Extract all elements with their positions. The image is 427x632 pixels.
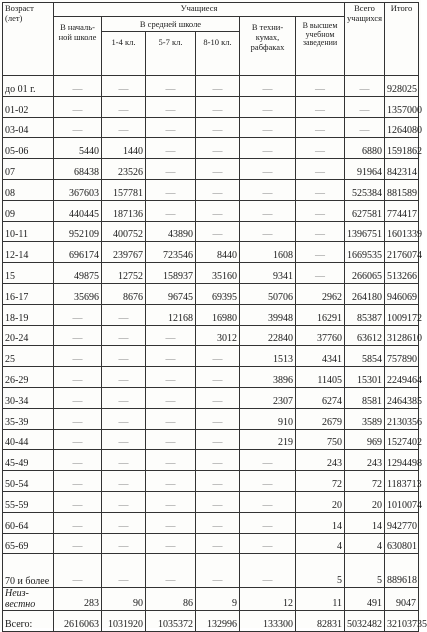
table-cell: — <box>240 76 296 97</box>
table-cell: 3012 <box>196 325 240 346</box>
table-cell: 12168 <box>146 304 196 325</box>
table-row <box>3 304 419 325</box>
table-cell: 243 <box>345 450 385 471</box>
table-cell: 23526 <box>102 159 146 180</box>
table-row <box>3 221 419 242</box>
table-cell: 1009172 <box>385 304 419 325</box>
table-cell: 5032482 <box>345 611 385 632</box>
table-row <box>3 611 419 632</box>
table-cell: 39948 <box>240 304 296 325</box>
table-cell: — <box>196 200 240 221</box>
table-cell: — <box>146 408 196 429</box>
table-cell: 96745 <box>146 283 196 304</box>
table-cell: 1440 <box>102 138 146 159</box>
table-cell: 20 <box>296 491 345 512</box>
table-cell: 367603 <box>54 179 102 200</box>
table-cell: 22840 <box>240 325 296 346</box>
table-cell: — <box>102 450 146 471</box>
table-cell: 5 <box>345 554 385 588</box>
table-cell: 723546 <box>146 242 196 263</box>
table-cell: — <box>102 512 146 533</box>
table-row <box>3 387 419 408</box>
table-cell: 72 <box>296 471 345 492</box>
table-cell: 1294498 <box>385 450 419 471</box>
table-cell: — <box>196 117 240 138</box>
table-cell: 9 <box>196 588 240 611</box>
table-cell: 132996 <box>196 611 240 632</box>
table-cell: — <box>146 96 196 117</box>
table-cell: 1031920 <box>102 611 146 632</box>
table-cell: 525384 <box>345 179 385 200</box>
table-cell: — <box>296 221 345 242</box>
table-cell: 1035372 <box>146 611 196 632</box>
table-cell: — <box>240 221 296 242</box>
table-cell: — <box>54 387 102 408</box>
table-cell: — <box>196 179 240 200</box>
table-cell: 696174 <box>54 242 102 263</box>
table-cell: — <box>196 491 240 512</box>
table-cell: — <box>54 429 102 450</box>
table-cell: — <box>146 325 196 346</box>
table-cell: — <box>146 159 196 180</box>
table-cell: — <box>146 512 196 533</box>
table-cell: — <box>146 554 196 588</box>
table-cell: 239767 <box>102 242 146 263</box>
table-row <box>3 450 419 471</box>
table-cell: 72 <box>345 471 385 492</box>
table-cell: 2307 <box>240 387 296 408</box>
table-cell: 6880 <box>345 138 385 159</box>
table-cell: 5854 <box>345 346 385 367</box>
table-row <box>3 179 419 200</box>
table-cell: 14 <box>345 512 385 533</box>
table-cell: — <box>240 554 296 588</box>
header-grades-8-10: 8-10 кл. <box>196 32 240 76</box>
table-cell: — <box>146 450 196 471</box>
table-cell: 1591862 <box>385 138 419 159</box>
table-cell: 37760 <box>296 325 345 346</box>
header-primary-school: В началь-ной школе <box>54 17 102 76</box>
row-age-label: 20-24 <box>3 325 54 346</box>
table-cell: 14 <box>296 512 345 533</box>
row-age-label: 01-02 <box>3 96 54 117</box>
table-cell: — <box>296 200 345 221</box>
table-cell: — <box>196 512 240 533</box>
table-row <box>3 533 419 554</box>
table-cell: — <box>54 325 102 346</box>
table-cell: — <box>146 491 196 512</box>
table-cell: 16291 <box>296 304 345 325</box>
table-cell: 513266 <box>385 263 419 284</box>
table-cell: — <box>146 367 196 388</box>
table-body <box>3 76 427 632</box>
table-cell: — <box>54 96 102 117</box>
table-cell: — <box>54 554 102 588</box>
table-cell: — <box>54 512 102 533</box>
table-cell: 928025 <box>385 76 419 97</box>
row-age-label: 09 <box>3 200 54 221</box>
table-row <box>3 200 419 221</box>
row-age-label: 16-17 <box>3 283 54 304</box>
table-cell: 757890 <box>385 346 419 367</box>
row-age-label: 03-04 <box>3 117 54 138</box>
table-cell: 12 <box>240 588 296 611</box>
table-cell: — <box>240 96 296 117</box>
table-cell: 491 <box>345 588 385 611</box>
table-cell: — <box>240 533 296 554</box>
table-cell: — <box>240 159 296 180</box>
table-cell: — <box>240 138 296 159</box>
table-cell: 8676 <box>102 283 146 304</box>
header-secondary-school: В средней школе <box>102 17 240 32</box>
table-cell: 35160 <box>196 263 240 284</box>
table-cell: 11405 <box>296 367 345 388</box>
table-cell: 82831 <box>296 611 345 632</box>
table-cell: — <box>196 471 240 492</box>
table-row <box>3 242 419 263</box>
row-age-label: 30-34 <box>3 387 54 408</box>
row-age-label: 26-29 <box>3 367 54 388</box>
table-cell: — <box>196 450 240 471</box>
header-grades-5-7: 5-7 кл. <box>146 32 196 76</box>
table-cell: — <box>345 76 385 97</box>
table-cell: — <box>54 533 102 554</box>
table-cell: — <box>296 179 345 200</box>
table-cell: — <box>296 242 345 263</box>
table-cell: 266065 <box>345 263 385 284</box>
table-cell: — <box>102 554 146 588</box>
row-age-label: 60-64 <box>3 512 54 533</box>
table-cell: 1601339 <box>385 221 419 242</box>
table-cell: — <box>196 429 240 450</box>
table-cell: — <box>196 96 240 117</box>
table-cell: — <box>54 367 102 388</box>
row-age-label: 07 <box>3 159 54 180</box>
table-cell: — <box>102 346 146 367</box>
table-cell: — <box>146 138 196 159</box>
table-cell: 889618 <box>385 554 419 588</box>
row-age-label: Всего: <box>3 611 54 632</box>
table-cell: 2616063 <box>54 611 102 632</box>
row-age-label: Неиз-вестно <box>3 588 54 611</box>
table-row <box>3 588 419 611</box>
table-row <box>3 76 419 97</box>
table-cell: 4341 <box>296 346 345 367</box>
table-cell: 243 <box>296 450 345 471</box>
student-age-table <box>2 2 427 632</box>
table-row <box>3 283 419 304</box>
table-cell: — <box>54 408 102 429</box>
table-cell: — <box>240 450 296 471</box>
table-cell: 158937 <box>146 263 196 284</box>
table-cell: 842314 <box>385 159 419 180</box>
table-cell: — <box>102 387 146 408</box>
table-cell: — <box>240 200 296 221</box>
table-cell: 11 <box>296 588 345 611</box>
table-row <box>3 138 419 159</box>
header-students: Учащиеся <box>54 3 345 17</box>
table-cell: 1357000 <box>385 96 419 117</box>
table-cell: 9341 <box>240 263 296 284</box>
table-cell: — <box>102 533 146 554</box>
table-cell: 86 <box>146 588 196 611</box>
row-age-label: 65-69 <box>3 533 54 554</box>
table-cell: — <box>54 76 102 97</box>
table-cell: 910 <box>240 408 296 429</box>
table-cell: — <box>196 76 240 97</box>
table-cell: 50706 <box>240 283 296 304</box>
table-cell: — <box>102 117 146 138</box>
table-cell: 12752 <box>102 263 146 284</box>
row-age-label: 05-06 <box>3 138 54 159</box>
table-row <box>3 159 419 180</box>
table-cell: — <box>54 471 102 492</box>
table-cell: — <box>240 512 296 533</box>
table-cell: 68438 <box>54 159 102 180</box>
table-cell: — <box>146 200 196 221</box>
table-cell: — <box>296 263 345 284</box>
table-row <box>3 429 419 450</box>
table-cell: 8440 <box>196 242 240 263</box>
table-cell: 3896 <box>240 367 296 388</box>
table-cell: — <box>146 429 196 450</box>
table-cell: — <box>240 117 296 138</box>
table-cell: 91964 <box>345 159 385 180</box>
table-cell: — <box>146 471 196 492</box>
table-cell: 1527402 <box>385 429 419 450</box>
table-cell: 4 <box>345 533 385 554</box>
table-cell: 952109 <box>54 221 102 242</box>
table-cell: 16980 <box>196 304 240 325</box>
table-cell: 3589 <box>345 408 385 429</box>
table-row <box>3 512 419 533</box>
table-cell: — <box>146 346 196 367</box>
table-cell: — <box>146 387 196 408</box>
table-cell: — <box>240 471 296 492</box>
table-cell: — <box>196 408 240 429</box>
table-cell: — <box>345 96 385 117</box>
header-total-students: Всего учащихся <box>345 3 385 76</box>
table-cell: — <box>296 117 345 138</box>
table-cell: — <box>146 179 196 200</box>
table-cell: — <box>196 367 240 388</box>
table-row <box>3 263 419 284</box>
table-cell: 69395 <box>196 283 240 304</box>
table-cell: 440445 <box>54 200 102 221</box>
table-cell: 20 <box>345 491 385 512</box>
row-age-label: 35-39 <box>3 408 54 429</box>
table-row <box>3 554 419 588</box>
table-row <box>3 491 419 512</box>
table-row <box>3 325 419 346</box>
table-cell: 1513 <box>240 346 296 367</box>
table-cell: 85387 <box>345 304 385 325</box>
table-row <box>3 471 419 492</box>
table-cell: — <box>240 491 296 512</box>
table-cell: — <box>102 304 146 325</box>
table-row <box>3 117 419 138</box>
row-age-label: 25 <box>3 346 54 367</box>
table-cell: 627581 <box>345 200 385 221</box>
row-age-label: 45-49 <box>3 450 54 471</box>
table-cell: 283 <box>54 588 102 611</box>
table-cell: 9047 <box>385 588 419 611</box>
table-cell: 2176074 <box>385 242 419 263</box>
table-cell: — <box>54 304 102 325</box>
row-age-label: 70 и более <box>3 554 54 588</box>
table-cell: 969 <box>345 429 385 450</box>
table-cell: — <box>102 76 146 97</box>
table-cell: — <box>196 533 240 554</box>
table-cell: 1608 <box>240 242 296 263</box>
table-cell: 942770 <box>385 512 419 533</box>
table-row <box>3 367 419 388</box>
table-cell: — <box>296 96 345 117</box>
table-cell: 2679 <box>296 408 345 429</box>
table-cell: — <box>54 450 102 471</box>
table-cell: 5440 <box>54 138 102 159</box>
table-cell: — <box>102 96 146 117</box>
table-cell: 2962 <box>296 283 345 304</box>
table-cell: — <box>240 179 296 200</box>
table-cell: — <box>296 159 345 180</box>
table-cell: 1010074 <box>385 491 419 512</box>
table-cell: 133300 <box>240 611 296 632</box>
table-cell: 750 <box>296 429 345 450</box>
table-cell: — <box>102 429 146 450</box>
table-row <box>3 96 419 117</box>
table-cell: 187136 <box>102 200 146 221</box>
table-cell: — <box>196 138 240 159</box>
table-cell: 1669535 <box>345 242 385 263</box>
table-cell: 157781 <box>102 179 146 200</box>
table-cell: 630801 <box>385 533 419 554</box>
table-cell: — <box>146 76 196 97</box>
table-cell: — <box>196 554 240 588</box>
table-cell: — <box>102 325 146 346</box>
table-cell: 2464385 <box>385 387 419 408</box>
table-cell: 881589 <box>385 179 419 200</box>
header-total: Итого <box>385 3 419 76</box>
table-cell: 2249464 <box>385 367 419 388</box>
table-cell: — <box>54 491 102 512</box>
table-cell: 90 <box>102 588 146 611</box>
table-cell: 63612 <box>345 325 385 346</box>
table-cell: — <box>102 367 146 388</box>
row-age-label: 08 <box>3 179 54 200</box>
table-cell: — <box>196 346 240 367</box>
table-cell: 6274 <box>296 387 345 408</box>
table-cell: — <box>102 471 146 492</box>
header-age: Возраст (лет) <box>3 3 54 76</box>
table-cell: 1183713 <box>385 471 419 492</box>
row-age-label: 10-11 <box>3 221 54 242</box>
table-cell: 946069 <box>385 283 419 304</box>
row-age-label: 18-19 <box>3 304 54 325</box>
table-cell: — <box>54 346 102 367</box>
table-cell: — <box>345 117 385 138</box>
table-cell: 1264080 <box>385 117 419 138</box>
table-cell: 4 <box>296 533 345 554</box>
table-cell: 49875 <box>54 263 102 284</box>
row-age-label: 55-59 <box>3 491 54 512</box>
table-cell: — <box>196 159 240 180</box>
table-cell: — <box>54 117 102 138</box>
table-cell: 264180 <box>345 283 385 304</box>
table-cell: — <box>296 138 345 159</box>
row-age-label: 40-44 <box>3 429 54 450</box>
table-cell: — <box>296 76 345 97</box>
table-cell: — <box>102 491 146 512</box>
table-cell: — <box>102 408 146 429</box>
table-cell: 400752 <box>102 221 146 242</box>
table-cell: 5 <box>296 554 345 588</box>
row-age-label: 12-14 <box>3 242 54 263</box>
table-cell: — <box>196 387 240 408</box>
table-cell: — <box>146 533 196 554</box>
table-cell: 15301 <box>345 367 385 388</box>
row-age-label: 15 <box>3 263 54 284</box>
table-cell: 774417 <box>385 200 419 221</box>
table-row <box>3 346 419 367</box>
row-age-label: до 01 г. <box>3 76 54 97</box>
table-cell: 43890 <box>146 221 196 242</box>
table-cell: 8581 <box>345 387 385 408</box>
table-cell: 219 <box>240 429 296 450</box>
table-cell: 35696 <box>54 283 102 304</box>
table-cell: 32103735 <box>385 611 419 632</box>
row-age-label: 50-54 <box>3 471 54 492</box>
header-higher-education: В высшем учебном заведении <box>296 17 345 76</box>
table-cell: 3128610 <box>385 325 419 346</box>
table-cell: — <box>196 221 240 242</box>
header-grades-1-4: 1-4 кл. <box>102 32 146 76</box>
table-cell: — <box>146 117 196 138</box>
header-technical-schools: В техни-кумах, рабфаках <box>240 17 296 76</box>
table-cell: 2130356 <box>385 408 419 429</box>
table-cell: 1396751 <box>345 221 385 242</box>
table-row <box>3 408 419 429</box>
